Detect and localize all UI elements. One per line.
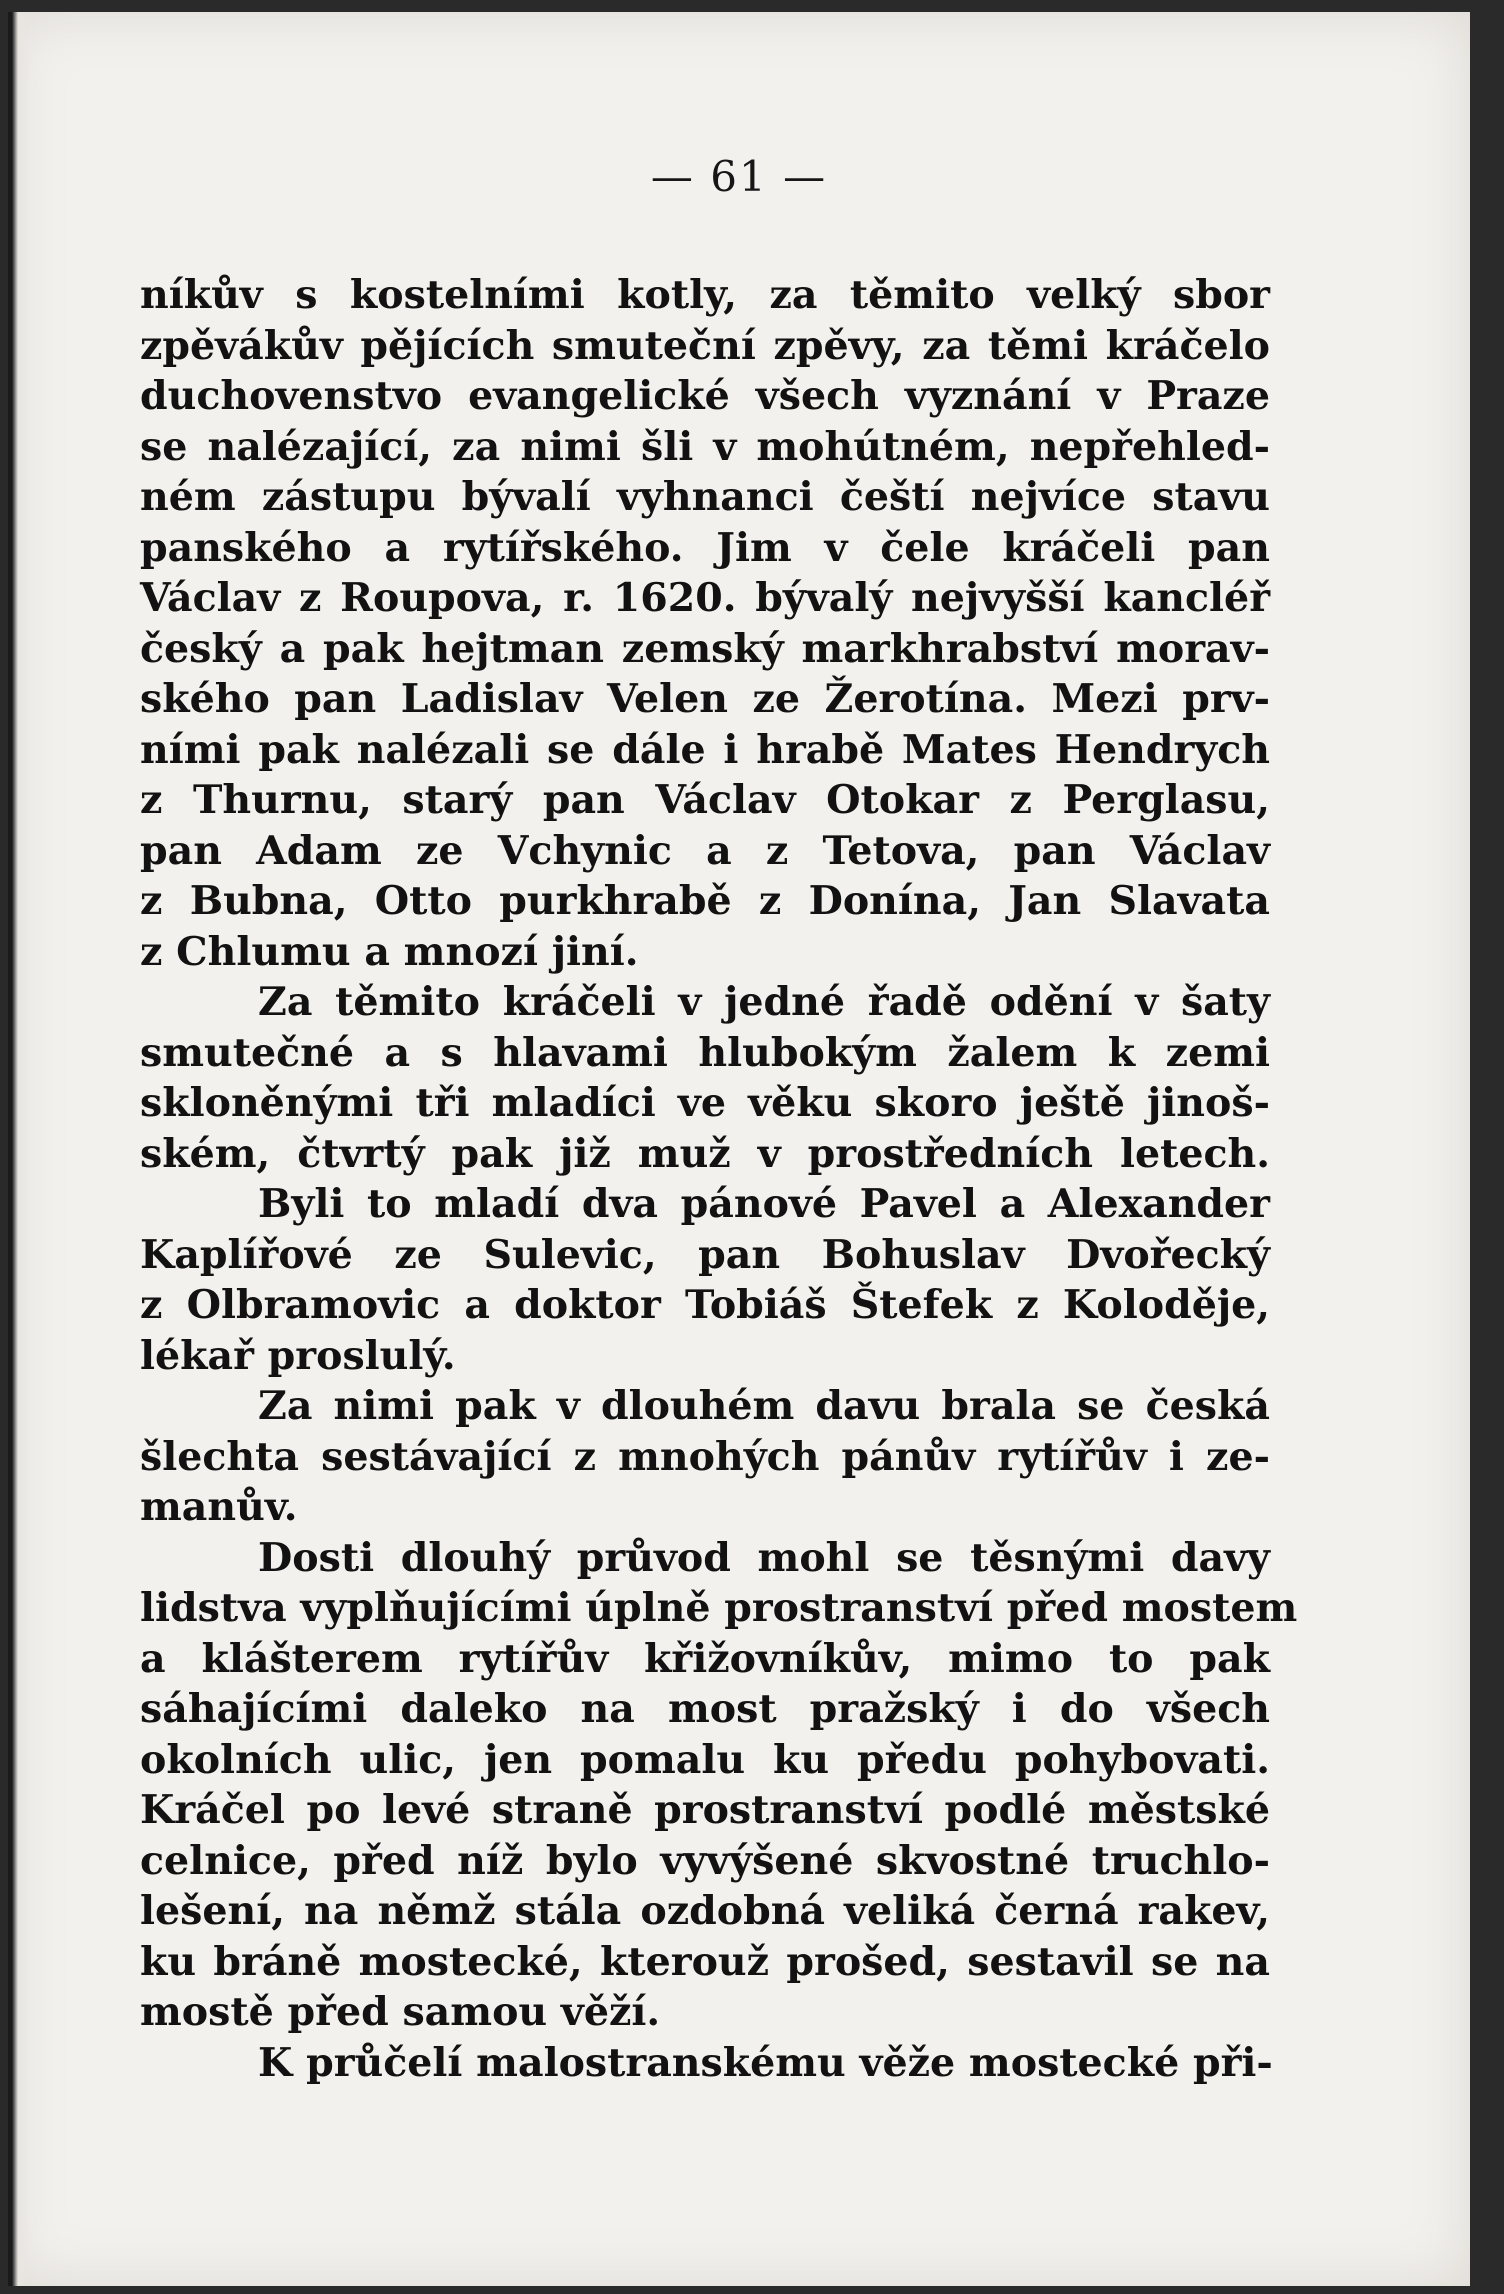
text-line: pan Adam ze Vchynic a z Tetova, pan Václav [140, 827, 1270, 874]
text-line: zpěvákův pějících smuteční zpěvy, za těmi kráčelo [140, 322, 1270, 369]
text-line: Za nimi pak v dlouhém davu brala se česká [258, 1383, 1270, 1429]
text-line: smutečné a s hlavami hlubokým žalem k zemi [140, 1029, 1270, 1076]
text-line: manův. [140, 1484, 298, 1530]
text-line: Kráčel po levé straně prostranství podlé městské [140, 1787, 1270, 1833]
text-line: K průčelí malostranskému věže mostecké při- [258, 2039, 1273, 2086]
text-line: sáhajícími daleko na most pražský i do všech [140, 1686, 1270, 1732]
book-page [8, 12, 1470, 2286]
text-line: ského pan Ladislav Velen ze Žerotína. Mezi prv- [140, 676, 1270, 722]
text-line: z Chlumu a mnozí jiní. [140, 928, 639, 975]
text-line: mostě před samou věží. [140, 1989, 661, 2035]
text-line: Dosti dlouhý průvod mohl se těsnými davy [258, 1534, 1270, 1581]
text-line: Václav z Roupova, r. 1620. bývalý nejvyšší kancléř [140, 575, 1270, 621]
text-line: Byli to mladí dva pánové Pavel a Alexander [258, 1181, 1270, 1227]
text-line: lékař proslulý. [140, 1332, 456, 1379]
text-line: šlechta sestávající z mnohých pánův rytířův i ze- [140, 1433, 1270, 1480]
text-line: z Thurnu, starý pan Václav Otokar z Perglasu, [140, 777, 1270, 823]
text-line: se nalézající, za nimi šli v mohútném, nepřehled- [140, 423, 1270, 470]
text-line: ními pak nalézali se dále i hrabě Mates Hendrych [140, 726, 1270, 773]
text-line: skloněnými tři mladíci ve věku skoro ještě jinoš- [140, 1080, 1270, 1126]
page-binding-edge [8, 12, 30, 2286]
text-line: z Bubna, Otto purkhrabě z Donína, Jan Slavata [140, 878, 1270, 924]
text-line: lešení, na němž stála ozdobná veliká černá rakev, [140, 1888, 1270, 1934]
text-line: lidstva vyplňujícími úplně prostranství před mostem [140, 1585, 1298, 1631]
text-line: celnice, před níž bylo vyvýšené skvostné truchlo- [140, 1837, 1270, 1884]
text-line: ném zástupu bývalí vyhnanci čeští nejvíce stavu [140, 474, 1270, 520]
text-line: český a pak hejtman zemský markhrabství morav- [140, 625, 1270, 672]
text-line: Za těmito kráčeli v jedné řadě odění v šaty [258, 979, 1270, 1025]
text-line: níkův s kostelními kotly, za těmito velký sbor [140, 272, 1270, 318]
text-line: ku bráně mostecké, kterouž prošed, sestavil se na [140, 1938, 1270, 1985]
text-line: duchovenstvo evangelické všech vyznání v Praze [140, 373, 1270, 419]
text-line: a klášterem rytířův křižovníkův, mimo to pak [140, 1635, 1270, 1682]
page-number: — 61 — [650, 152, 828, 201]
text-line: ském, čtvrtý pak již muž v prostředních letech. [140, 1130, 1270, 1177]
text-line: z Olbramovic a doktor Tobiáš Štefek z Koloděje, [140, 1282, 1270, 1328]
body-text [140, 270, 1298, 2088]
text-line: panského a rytířského. Jim v čele kráčeli pan [140, 524, 1270, 571]
text-line: Kaplířové ze Sulevic, pan Bohuslav Dvořecký [140, 1231, 1270, 1278]
text-line: okolních ulic, jen pomalu ku předu pohybovati. [140, 1736, 1270, 1783]
